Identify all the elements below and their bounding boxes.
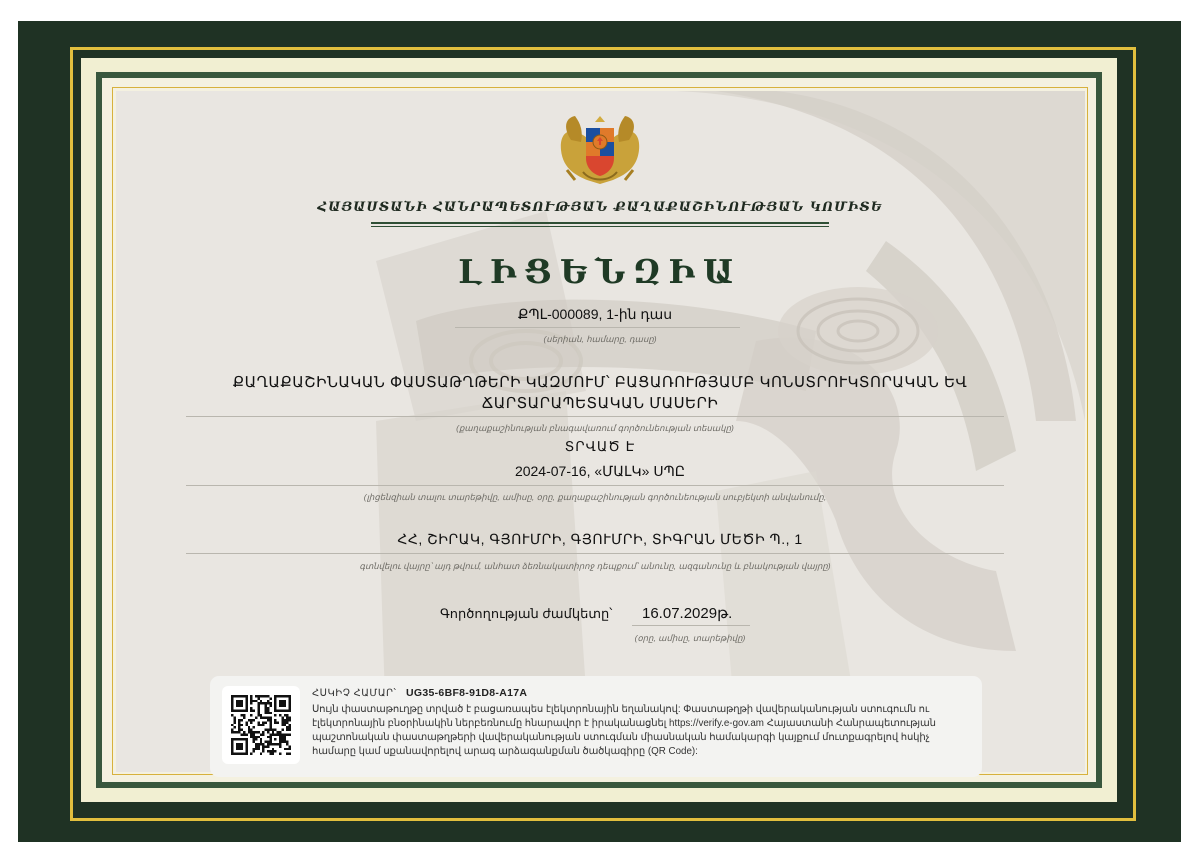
coat-of-arms-icon <box>553 110 647 190</box>
validity-date: 16.07.2029թ. <box>642 605 733 622</box>
activity-type: ՔԱՂԱՔԱՇԻՆԱԿԱՆ ՓԱՍՏԱԹՂԹԵՐԻ ԿԱԶՄՈՒՄ՝ ԲԱՑԱՌՈՒԹՅԱՄԲ ԿՈՆՍՏՐՈՒԿՏՈՐԱԿԱՆ ԵՎ ՃԱՐՏԱՐԱՊԵՏԱԿԱՆ ՄԱՍԵՐԻ <box>232 374 968 412</box>
verification-code: UG35-6BF8-91D8-A17A <box>406 687 528 699</box>
issued-label: ՏՐՎԱԾ Է <box>564 439 636 454</box>
field-underline <box>632 625 750 626</box>
license-number-hint: (սերիան, համարը, դասը) <box>543 334 657 344</box>
qr-code-icon[interactable] <box>231 695 291 755</box>
header-divider <box>371 222 829 224</box>
verification-panel <box>210 676 982 777</box>
issue-date-and-holder: 2024-07-16, «ՄԱԼԿ» ՍՊԸ <box>514 463 686 479</box>
validity-label: Գործողության ժամկետը՝ <box>440 606 613 621</box>
holder-address-hint: գտնվելու վայրը՝ այդ թվում, անհատ ձեռնակատիրոջ դեպքում՝ անունը, ազգանունը և բնակության վայրը) <box>359 561 831 571</box>
validity-hint: (օրը, ամիսը, տարեթիվը) <box>634 633 746 643</box>
document-title: ԼԻՑԵՆԶԻԱ <box>458 252 742 291</box>
field-underline <box>186 416 1004 417</box>
holder-address: ՀՀ, ՇԻՐԱԿ, ԳՅՈՒՄՐԻ, ԳՅՈՒՄՐԻ, ՏԻԳՐԱՆ ՄԵԾԻ Պ., 1 <box>397 531 803 547</box>
issue-date-and-holder-hint: (լիցենզիան տալու տարեթիվը, ամիսը, օրը, քաղաքաշինության գործունեության սուբյեկտի անվանումը, <box>363 492 827 502</box>
verification-instructions: Սույն փաստաթուղթը տրված է բացառապես էլեկտրոնային եղանակով: Փաստաթղթի վավերականության ստուգումն ու էլեկտրոնային բնօրինակին ներբեռնումը հնարավոր է իրականացնել https://verify.e-gov.am Հայաստանի Հանրապետության պաշտոնական փաստաթղթերի վավերականության ստուգման միասնական համակարգի կայքում մուտքագրելով հսկիչ համարը կամ սքանավորելով արագ արձագանքման ծածկագիրը (QR Code): <box>312 704 936 757</box>
qr-code-container[interactable] <box>222 686 300 764</box>
committee-name: ՀԱՅԱՍՏԱՆԻ ՀԱՆՐԱՊԵՏՈՒԹՅԱՆ ՔԱՂԱՔԱՇԻՆՈՒԹՅԱՆ ԿՈՄԻՏԵ <box>317 200 883 215</box>
field-underline <box>186 553 1004 554</box>
verification-code-label: ՀՍԿԻՉ ՀԱՄԱՐ՝ <box>312 688 397 699</box>
license-number: ՔՊԼ-000089, 1-ին դաս <box>517 306 673 322</box>
header-divider-thin <box>371 226 829 227</box>
activity-type-hint: (քաղաքաշինության բնագավառում գործունեության տեսակը) <box>456 423 734 433</box>
field-underline <box>455 327 740 328</box>
field-underline <box>186 485 1004 486</box>
